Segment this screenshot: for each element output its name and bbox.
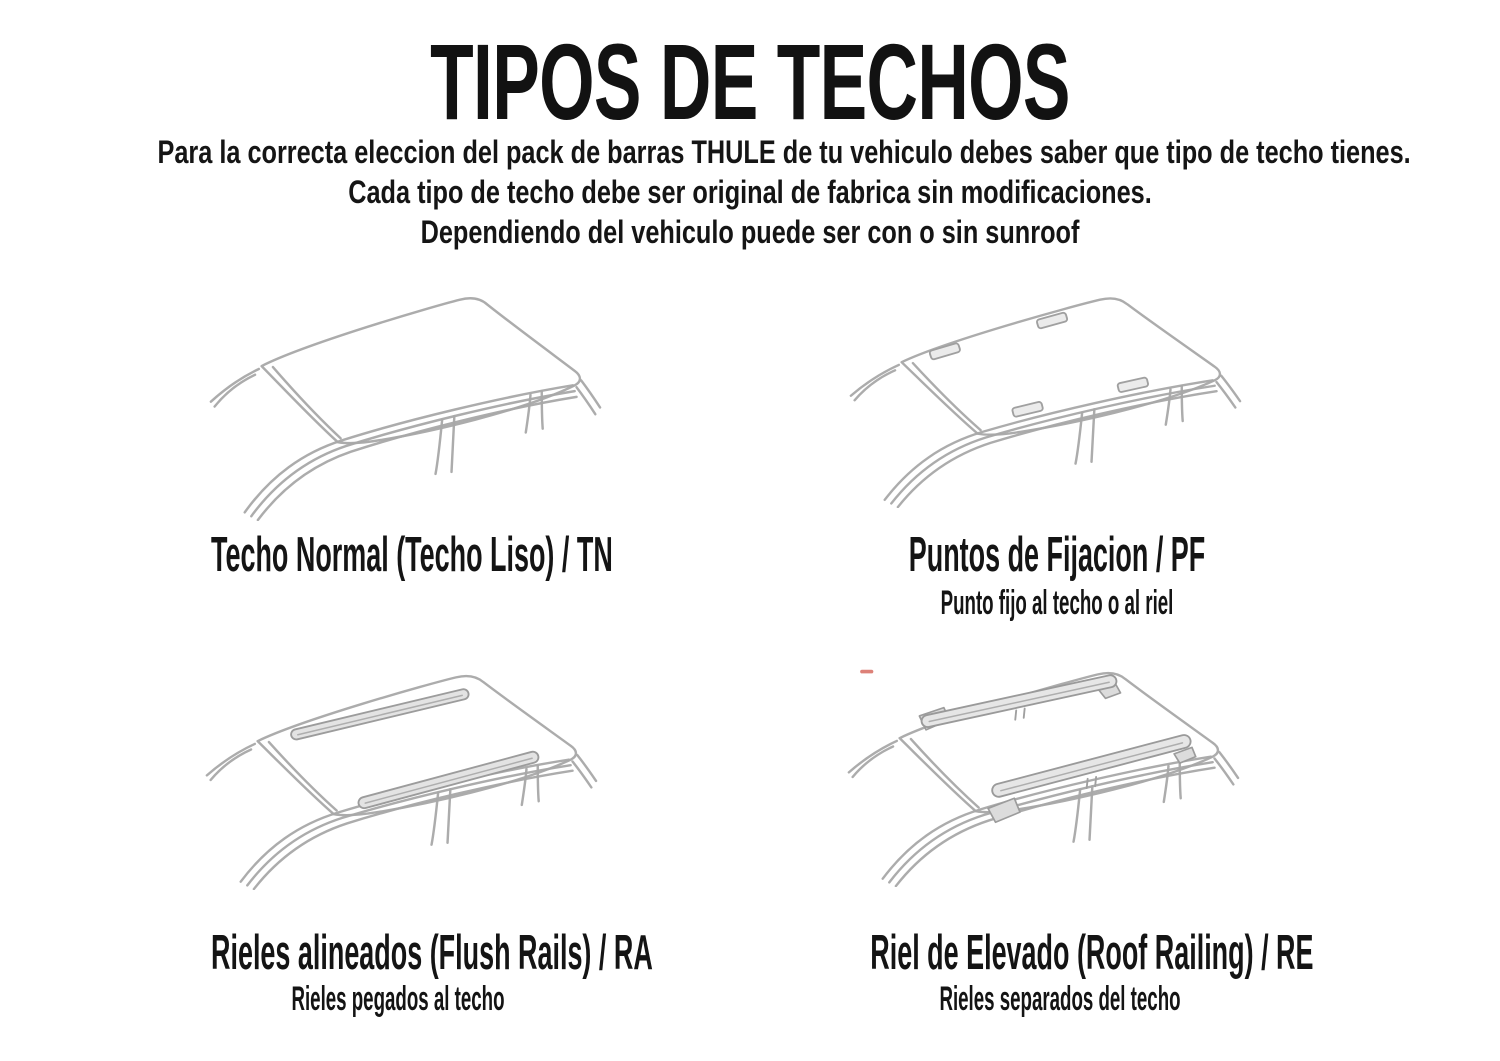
intro-line-2: Cada tipo de techo debe ser original de fabrica sin modificaciones. [348,174,1152,210]
page-title: TIPOS DE TECHOS [430,21,1070,142]
roof-normal-figure [162,266,632,521]
roof-raised-rails-illustration [800,642,1270,887]
red-artifact-mark [860,670,873,674]
roof-fixpoints-sublabel: Punto fijo al techo o al riel [940,584,1174,622]
roof-raised-rails-label: Riel de Elevado (Roof Railing) / RE [870,926,1314,980]
roof-flush-rails-figure [158,645,628,890]
roof-normal-illustration [162,266,632,521]
roof-raised-rails-sublabel: Rieles separados del techo [939,980,1181,1018]
roof-flush-rails-sublabel: Rieles pegados al techo [291,980,505,1018]
roof-fixpoints-figure [802,268,1272,508]
intro-line-1: Para la correcta eleccion del pack de barras THULE de tu vehiculo debes saber que tipo de techo tienes. [157,134,1411,170]
roof-fixpoints-illustration [802,268,1272,508]
roof-fixpoints-label: Puntos de Fijacion / PF [908,528,1206,582]
roof-normal-label: Techo Normal (Techo Liso) / TN [211,528,613,582]
roof-raised-rails-figure [800,642,1270,887]
roof-flush-rails-label: Rieles alineados (Flush Rails) / RA [211,926,653,980]
roof-flush-rails-illustration [158,645,628,890]
intro-line-3: Dependiendo del vehiculo puede ser con o sin sunroof [420,214,1080,250]
